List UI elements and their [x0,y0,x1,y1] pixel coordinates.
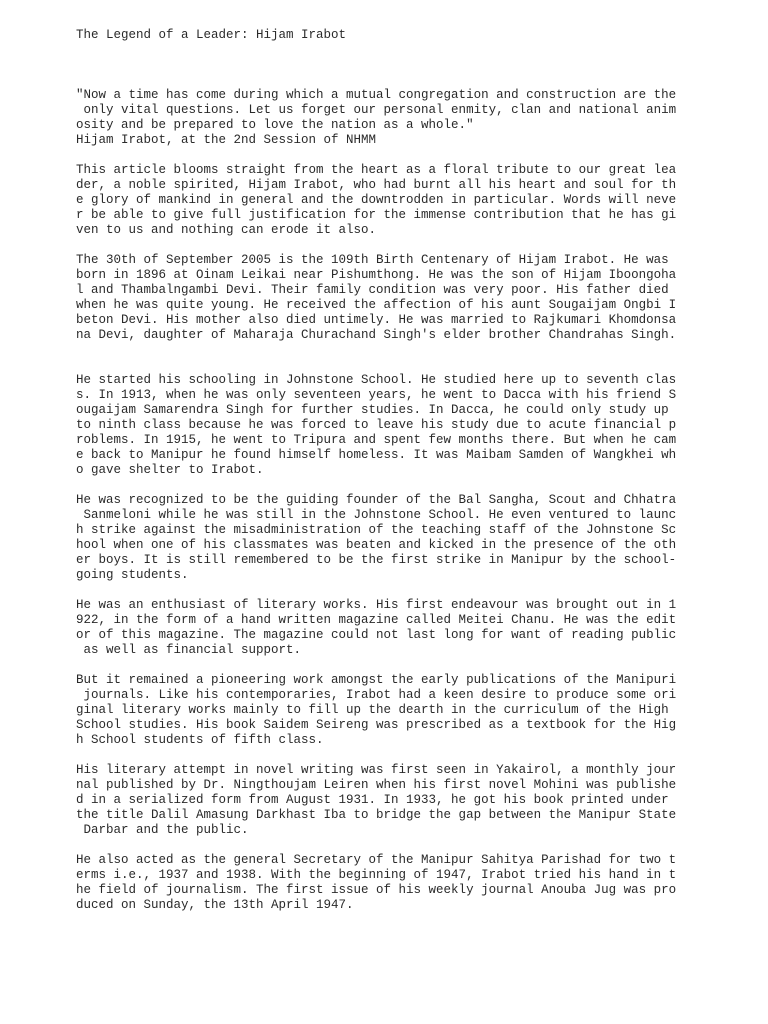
text-line: He was recognized to be the guiding founder of the Bal Sangha, Scout and Chhatra [76,493,677,507]
document-page [76,28,696,913]
paragraph-schooling [76,373,696,478]
text-line: he field of journalism. The first issue of his weekly journal Anouba Jug was pro [76,883,677,897]
text-line: This article blooms straight from the heart as a floral tribute to our great lea [76,163,677,177]
paragraph-birth [76,253,696,343]
text-line: The 30th of September 2005 is the 109th Birth Centenary of Hijam Irabot. He was [76,253,669,267]
text-line: erms i.e., 1937 and 1938. With the beginning of 1947, Irabot tried his hand in t [76,868,677,882]
epigraph-quote [76,88,696,148]
text-line: der, a noble spirited, Hijam Irabot, who had burnt all his heart and soul for th [76,178,677,192]
quote-line: only vital questions. Let us forget our personal enmity, clan and national anim [76,103,677,117]
quote-line: osity and be prepared to love the nation as a whole." [76,118,474,132]
text-line: born in 1896 at Oinam Leikai near Pishumthong. He was the son of Hijam Iboongoha [76,268,677,282]
text-line: ginal literary works mainly to fill up the dearth in the curriculum of the High [76,703,669,717]
text-line: the title Dalil Amasung Darkhast Iba to bridge the gap between the Manipur State [76,808,677,822]
text-line: ougaijam Samarendra Singh for further studies. In Dacca, he could only study up [76,403,669,417]
text-line: d in a serialized form from August 1931. In 1933, he got his book printed under [76,793,669,807]
text-line: 922, in the form of a hand written magazine called Meitei Chanu. He was the edit [76,613,677,627]
text-line: He also acted as the general Secretary of the Manipur Sahitya Parishad for two t [76,853,677,867]
text-line: duced on Sunday, the 13th April 1947. [76,898,354,912]
text-line: journals. Like his contemporaries, Irabot had a keen desire to produce some ori [76,688,677,702]
text-line: s. In 1913, when he was only seventeen years, he went to Dacca with his friend S [76,388,677,402]
paragraph-intro [76,163,696,238]
text-line: hool when one of his classmates was beaten and kicked in the presence of the oth [76,538,677,552]
text-line: when he was quite young. He received the affection of his aunt Sougaijam Ongbi I [76,298,677,312]
paragraph-pioneering [76,673,696,748]
text-line: na Devi, daughter of Maharaja Churachand Singh's elder brother Chandrahas Singh. [76,328,677,342]
quote-attribution: Hijam Irabot, at the 2nd Session of NHMM [76,133,377,147]
text-line: Sanmeloni while he was still in the Johnstone School. He even ventured to launc [76,508,677,522]
paragraph-literary [76,598,696,658]
text-line: His literary attempt in novel writing was first seen in Yakairol, a monthly jour [76,763,677,777]
paragraph-novel [76,763,696,838]
document-title: The Legend of a Leader: Hijam Irabot [76,28,347,42]
text-line: e back to Manipur he found himself homeless. It was Maibam Samden of Wangkhei wh [76,448,677,462]
text-line: roblems. In 1915, he went to Tripura and spent few months there. But when he cam [76,433,677,447]
text-line: h School students of fifth class. [76,733,324,747]
text-line: e glory of mankind in general and the downtrodden in particular. Words will neve [76,193,677,207]
paragraph-founder [76,493,696,583]
text-line: er boys. It is still remembered to be the first strike in Manipur by the school- [76,553,677,567]
text-line: as well as financial support. [76,643,302,657]
text-line: He started his schooling in Johnstone School. He studied here up to seventh clas [76,373,677,387]
text-line: He was an enthusiast of literary works. His first endeavour was brought out in 1 [76,598,677,612]
text-line: o gave shelter to Irabot. [76,463,264,477]
text-line: But it remained a pioneering work amongst the early publications of the Manipuri [76,673,677,687]
text-line: going students. [76,568,189,582]
text-line: ven to us and nothing can erode it also. [76,223,377,237]
text-line: beton Devi. His mother also died untimely. He was married to Rajkumari Khomdonsa [76,313,677,327]
text-line: r be able to give full justification for the immense contribution that he has gi [76,208,677,222]
text-line: l and Thambalngambi Devi. Their family condition was very poor. His father died [76,283,669,297]
paragraph-journalism [76,853,696,913]
text-line: nal published by Dr. Ningthoujam Leiren when his first novel Mohini was publishe [76,778,677,792]
text-line: School studies. His book Saidem Seireng was prescribed as a textbook for the Hig [76,718,677,732]
text-line: Darbar and the public. [76,823,249,837]
quote-line: "Now a time has come during which a mutual congregation and construction are the [76,88,677,102]
text-line: to ninth class because he was forced to leave his study due to acute financial p [76,418,677,432]
text-line: h strike against the misadministration of the teaching staff of the Johnstone Sc [76,523,677,537]
text-line: or of this magazine. The magazine could not last long for want of reading public [76,628,677,642]
